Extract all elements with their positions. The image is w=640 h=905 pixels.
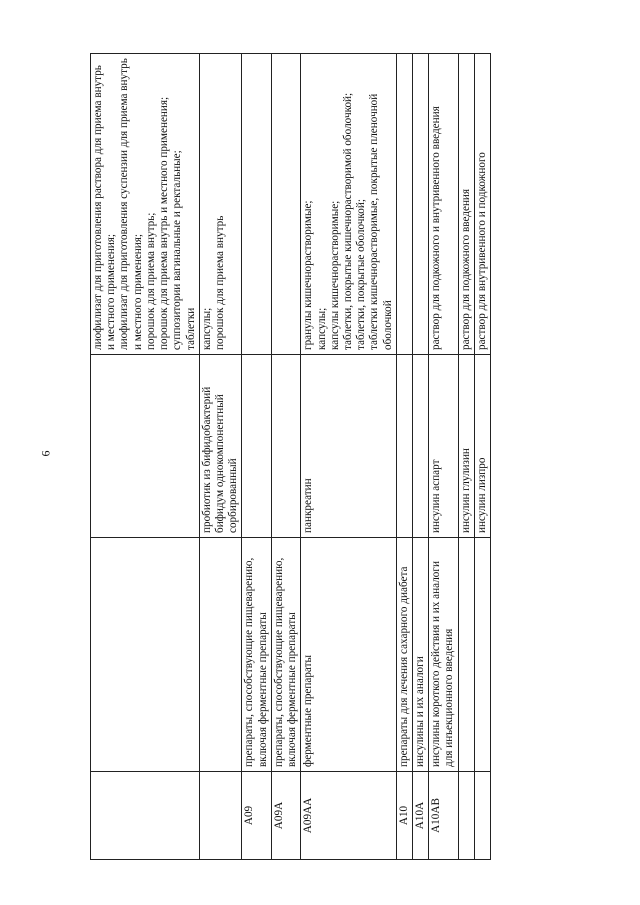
dosage-form-cell (199, 54, 242, 355)
table-row (396, 54, 412, 860)
atc-code-cell: A09AA (301, 772, 397, 860)
group-name-cell: инсулины и их аналоги (413, 538, 429, 772)
dosage-form-line: раствор для внутривенного и подкожного (475, 152, 488, 350)
drug-name-cell (413, 355, 429, 538)
drug-name-cell: инсулин лизпро (474, 355, 490, 538)
atc-code-cell: A10AB (429, 772, 458, 860)
dosage-form-cell (474, 54, 490, 355)
dosage-form-line: таблетки (184, 307, 197, 350)
atc-code-cell: A10 (396, 772, 412, 860)
group-name-cell: ферментные препараты (301, 538, 397, 772)
dosage-form-line: таблетки, покрытые оболочкой; (355, 199, 368, 350)
atc-code-cell: A09A (271, 772, 300, 860)
group-name-cell: препараты, способствующие пищеварению, включая ферментные препараты (271, 538, 300, 772)
dosage-form-cell (429, 54, 458, 355)
dosage-form-line: раствор для подкожного и внутривенного введения (430, 106, 443, 350)
atc-code-cell: A09 (242, 772, 271, 860)
drug-name-cell (242, 355, 271, 538)
table-row (458, 54, 474, 860)
dosage-form-line: капсулы кишечнорастворимые; (328, 200, 341, 350)
drug-name-cell: панкреатин (301, 355, 397, 538)
dosage-form-line: раствор для подкожного введения (459, 188, 472, 350)
dosage-form-line: порошок для приема внутрь (213, 215, 226, 350)
drug-name-cell: пробиотик из бифидобактерий бифидум однокомпонентный сорбированный (199, 355, 242, 538)
table-row (199, 54, 242, 860)
dosage-form-line: лиофилизат для приготовления раствора для приема внутрь и местного применения; (92, 65, 118, 350)
table-row (474, 54, 490, 860)
table-row (242, 54, 271, 860)
dosage-form-cell (396, 54, 412, 355)
table-row (429, 54, 458, 860)
dosage-form-line: капсулы; (315, 307, 328, 350)
table-row (413, 54, 429, 860)
dosage-form-line: таблетки кишечнорастворимые, покрытые пленочной оболочкой (368, 93, 394, 350)
dosage-form-line: капсулы; (200, 307, 213, 350)
dosage-form-cell (413, 54, 429, 355)
drug-table (90, 53, 491, 860)
group-name-cell: препараты для лечения сахарного диабета (396, 538, 412, 772)
dosage-form-cell (271, 54, 300, 355)
drug-name-cell (396, 355, 412, 538)
dosage-form-cell (301, 54, 397, 355)
atc-code-cell (458, 772, 474, 860)
drug-name-cell (271, 355, 300, 538)
atc-code-cell (474, 772, 490, 860)
rotated-table-container (90, 54, 606, 860)
drug-name-cell: инсулин аспарт (429, 355, 458, 538)
dosage-form-line: гранулы кишечнорастворимые; (302, 200, 315, 350)
group-name-cell (474, 538, 490, 772)
dosage-form-line: лиофилизат для приготовления суспензии для приема внутрь и местного применения; (118, 58, 144, 350)
atc-code-cell (199, 772, 242, 860)
atc-code-cell (91, 772, 200, 860)
drug-name-cell (91, 355, 200, 538)
table-row (301, 54, 397, 860)
dosage-form-line: порошок для приема внутрь; (144, 212, 157, 350)
group-name-cell (199, 538, 242, 772)
group-name-cell: препараты, способствующие пищеварению, включая ферментные препараты (242, 538, 271, 772)
dosage-form-cell (242, 54, 271, 355)
group-name-cell (91, 538, 200, 772)
drug-name-cell: инсулин глулизин (458, 355, 474, 538)
dosage-form-line: порошок для приема внутрь и местного применения; (158, 96, 171, 350)
table-body (91, 54, 491, 860)
table-row (271, 54, 300, 860)
dosage-form-cell (91, 54, 200, 355)
group-name-cell (458, 538, 474, 772)
page-number: 6 (38, 450, 53, 457)
dosage-form-cell (458, 54, 474, 355)
dosage-form-line: суппозитории вагинальные и ректальные; (171, 150, 184, 350)
atc-code-cell: A10A (413, 772, 429, 860)
group-name-cell: инсулины короткого действия и их аналоги для инъекционного введения (429, 538, 458, 772)
dosage-form-line: таблетки, покрытые кишечнорастворимой оболочкой; (341, 92, 354, 350)
table-row (91, 54, 200, 860)
